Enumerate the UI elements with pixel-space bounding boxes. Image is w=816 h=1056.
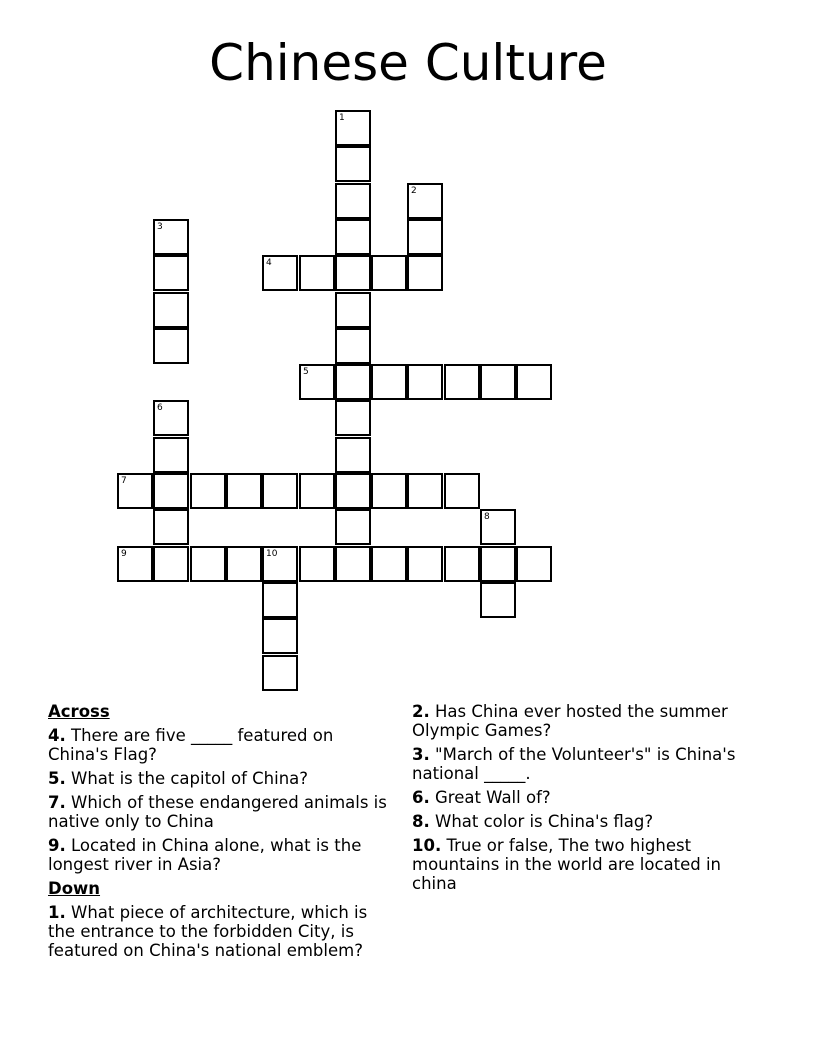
cell-number: 2	[411, 186, 417, 196]
clue-across-4	[48, 726, 398, 764]
crossword-cell[interactable]	[335, 292, 371, 328]
clue-number: 3.	[412, 745, 430, 764]
crossword-cell[interactable]	[153, 400, 189, 436]
clue-across-9	[48, 836, 398, 874]
crossword-cell[interactable]	[407, 473, 443, 509]
crossword-cell[interactable]	[117, 473, 153, 509]
cell-number: 8	[484, 512, 490, 522]
crossword-cell[interactable]	[444, 473, 480, 509]
clue-text: There are five _____ featured on China's Flag?	[48, 726, 334, 764]
crossword-cell[interactable]	[371, 255, 407, 291]
crossword-cell[interactable]	[299, 473, 335, 509]
crossword-cell[interactable]	[480, 509, 516, 545]
crossword-cell[interactable]	[335, 364, 371, 400]
clue-across-7	[48, 793, 398, 831]
crossword-cell[interactable]	[407, 546, 443, 582]
cell-number: 3	[157, 222, 163, 232]
crossword-cell[interactable]	[117, 546, 153, 582]
clue-text: "March of the Volunteer's" is China's national _____.	[412, 745, 736, 783]
puzzle-title: Chinese Culture	[209, 34, 607, 92]
cell-number: 6	[157, 403, 163, 413]
crossword-cell[interactable]	[371, 473, 407, 509]
crossword-cell[interactable]	[262, 546, 298, 582]
clue-text: Located in China alone, what is the longest river in Asia?	[48, 836, 362, 874]
crossword-cell[interactable]	[262, 618, 298, 654]
clue-down-6	[412, 788, 764, 807]
crossword-cell[interactable]	[335, 509, 371, 545]
crossword-cell[interactable]	[407, 183, 443, 219]
clue-number: 10.	[412, 836, 442, 855]
crossword-cell[interactable]	[299, 364, 335, 400]
crossword-cell[interactable]	[407, 364, 443, 400]
crossword-cell[interactable]	[516, 546, 552, 582]
clue-number: 5.	[48, 769, 66, 788]
crossword-cell[interactable]	[262, 582, 298, 618]
cell-number: 10	[266, 549, 278, 559]
cell-number: 4	[266, 258, 272, 268]
clue-down-1	[48, 903, 398, 960]
cell-number: 1	[339, 113, 345, 123]
crossword-grid	[117, 110, 557, 695]
crossword-cell[interactable]	[262, 473, 298, 509]
crossword-cell[interactable]	[335, 255, 371, 291]
clue-number: 8.	[412, 812, 430, 831]
crossword-cell[interactable]	[153, 437, 189, 473]
clue-number: 7.	[48, 793, 66, 812]
crossword-cell[interactable]	[153, 219, 189, 255]
crossword-cell[interactable]	[226, 546, 262, 582]
crossword-cell[interactable]	[335, 219, 371, 255]
crossword-cell[interactable]	[335, 328, 371, 364]
crossword-cell[interactable]	[480, 546, 516, 582]
crossword-cell[interactable]	[226, 473, 262, 509]
clue-text: What piece of architecture, which is the entrance to the forbidden City, is featured on China's national emblem?	[48, 903, 368, 960]
crossword-cell[interactable]	[516, 364, 552, 400]
crossword-cell[interactable]	[444, 546, 480, 582]
clue-number: 2.	[412, 702, 430, 721]
crossword-cell[interactable]	[190, 473, 226, 509]
crossword-cell[interactable]	[335, 546, 371, 582]
clue-down-8	[412, 812, 764, 831]
clue-down-10	[412, 836, 764, 893]
crossword-cell[interactable]	[407, 219, 443, 255]
crossword-cell[interactable]	[335, 437, 371, 473]
clues-left-column	[48, 702, 398, 965]
crossword-cell[interactable]	[190, 546, 226, 582]
clues-right-column	[412, 702, 764, 898]
clue-text: Which of these endangered animals is native only to China	[48, 793, 387, 831]
clue-text: What is the capitol of China?	[71, 769, 309, 788]
cell-number: 5	[303, 367, 309, 377]
clue-across-5	[48, 769, 398, 788]
clue-down-2	[412, 702, 764, 740]
clue-number: 6.	[412, 788, 430, 807]
crossword-cell[interactable]	[480, 364, 516, 400]
crossword-cell[interactable]	[153, 255, 189, 291]
clue-text: Great Wall of?	[435, 788, 551, 807]
clue-text: True or false, The two highest mountains in the world are located in china	[412, 836, 722, 893]
clue-down-3	[412, 745, 764, 783]
crossword-cell[interactable]	[371, 364, 407, 400]
crossword-cell[interactable]	[153, 328, 189, 364]
crossword-cell[interactable]	[444, 364, 480, 400]
crossword-cell[interactable]	[262, 255, 298, 291]
clue-text: Has China ever hosted the summer Olympic Games?	[412, 702, 728, 740]
down-heading: Down	[48, 879, 101, 898]
crossword-cell[interactable]	[153, 509, 189, 545]
crossword-cell[interactable]	[371, 546, 407, 582]
crossword-cell[interactable]	[335, 146, 371, 182]
clue-number: 9.	[48, 836, 66, 855]
crossword-cell[interactable]	[299, 255, 335, 291]
clue-number: 1.	[48, 903, 66, 922]
crossword-cell[interactable]	[299, 546, 335, 582]
crossword-cell[interactable]	[335, 400, 371, 436]
crossword-cell[interactable]	[335, 473, 371, 509]
crossword-cell[interactable]	[407, 255, 443, 291]
clue-number: 4.	[48, 726, 66, 745]
crossword-cell[interactable]	[335, 110, 371, 146]
crossword-cell[interactable]	[480, 582, 516, 618]
crossword-cell[interactable]	[153, 292, 189, 328]
crossword-cell[interactable]	[153, 473, 189, 509]
crossword-cell[interactable]	[262, 655, 298, 691]
crossword-cell[interactable]	[335, 183, 371, 219]
crossword-cell[interactable]	[153, 546, 189, 582]
cell-number: 7	[121, 476, 127, 486]
clue-text: What color is China's flag?	[435, 812, 654, 831]
across-heading: Across	[48, 702, 110, 721]
cell-number: 9	[121, 549, 127, 559]
